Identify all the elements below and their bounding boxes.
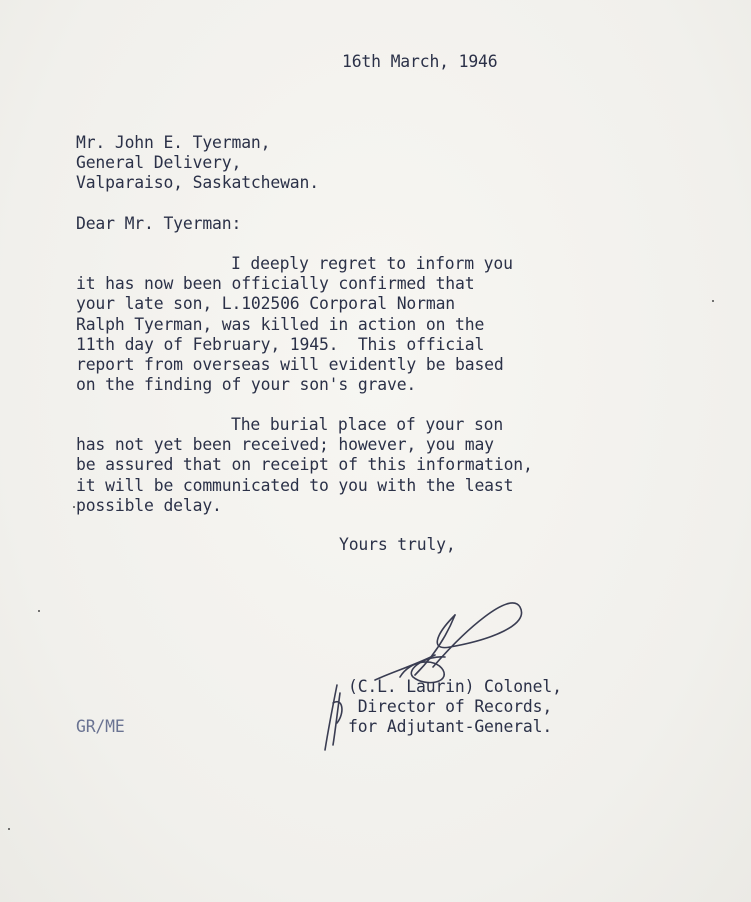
paragraph-line: be assured that on receipt of this information, [76, 455, 533, 475]
paper-speck [712, 300, 714, 302]
paper-speck [38, 610, 40, 612]
paragraph-line: has not yet been received; however, you may [76, 435, 494, 455]
signature-line: (C.L. Laurin) Colonel, [348, 677, 562, 696]
salutation: Dear Mr. Tyerman: [76, 214, 242, 233]
paragraph-line: I deeply regret to inform you [231, 254, 513, 273]
recipient-address [76, 133, 319, 194]
paragraph-line: possible delay. [76, 495, 222, 515]
paragraph-1 [76, 254, 513, 395]
paper-speck [73, 506, 75, 508]
closing: Yours truly, [339, 535, 456, 554]
paragraph-line: on the finding of your son's grave. [76, 375, 417, 395]
paragraph-line: it will be communicated to you with the least [76, 475, 514, 495]
paragraph-line: 11th day of February, 1945. This official [76, 334, 485, 354]
paragraph-line: Ralph Tyerman, was killed in action on the [76, 314, 485, 334]
address-line: Valparaiso, Saskatchewan. [76, 173, 319, 193]
signature-line: for Adjutant-General. [348, 717, 553, 737]
address-line: General Delivery, [76, 153, 242, 173]
paragraph-line: your late son, L.102506 Corporal Norman [76, 294, 456, 314]
paragraph-2 [76, 415, 533, 516]
address-line: Mr. John E. Tyerman, [76, 133, 271, 152]
signature-line: Director of Records, [348, 697, 553, 717]
paragraph-line: report from overseas will evidently be based [76, 355, 504, 375]
signature-block [348, 677, 562, 738]
paragraph-line: The burial place of your son [231, 415, 504, 434]
reference-initials: GR/ME [76, 717, 125, 736]
paragraph-line: it has now been officially confirmed that [76, 274, 475, 294]
letter-date: 16th March, 1946 [342, 52, 498, 71]
paper-speck [8, 828, 10, 830]
